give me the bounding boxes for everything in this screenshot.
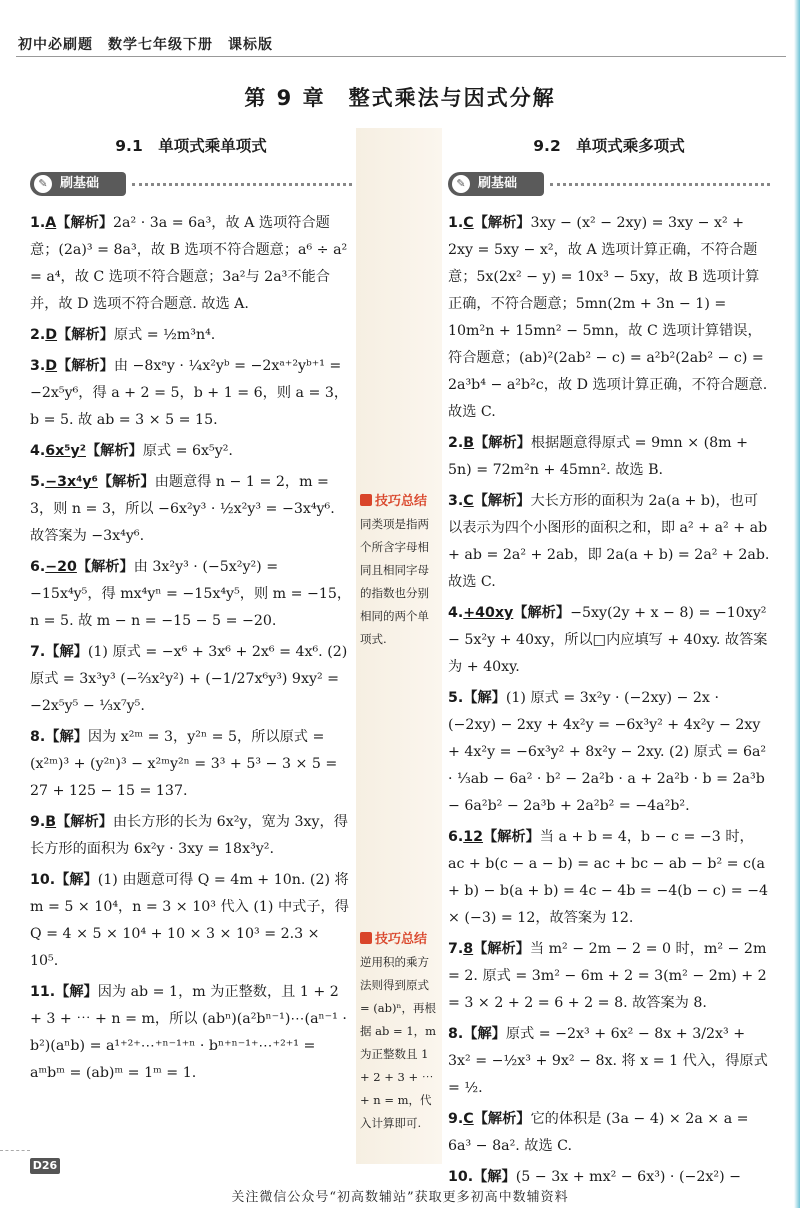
item-text: 因为 ab = 1，m 为正整数，且 1 + 2 + 3 + ⋯ + n = m，所以 (abⁿ)(a²bⁿ⁻¹)⋯(aⁿ⁻¹ · b²)(aⁿb) = a¹⁺²⁺⋯⁺ⁿ⁻¹⁺ⁿ · bⁿ⁺ⁿ⁻¹⁺⋯⁺²⁺¹ = aᵐbᵐ = (ab)ᵐ = 1ᵐ = 1. [30,984,347,1081]
badge-basic: ✎ 刷基础 [30,172,126,196]
item-tag: 【解析】 [473,215,531,231]
item-answer: −3x⁴y⁶ [45,474,98,490]
item-tag: 【解析】 [56,814,113,830]
item-number: 6. [448,829,464,845]
item-text: 它的体积是 (3a − 4) × 2a × a = 6a³ − 8a². 故选 C. [448,1111,749,1154]
answer-item [448,1106,770,1160]
item-text: −5xy(2y + x − 8) = −10xy² − 5x²y + 40xy，所以□内应填写 + 40xy. 故答案为 + 40xy. [448,605,768,675]
item-answer: C [463,493,474,509]
answer-item [30,322,352,349]
badge-row [30,172,352,200]
header-rule [16,56,786,57]
item-tag: 【解】 [45,644,88,660]
answer-item [30,724,352,805]
answer-item [448,210,770,426]
answer-item [30,469,352,550]
right-column [448,134,770,1195]
tip-text: 同类项是指两个所含字母相同且相同字母的指数也分别相同的两个单项式. [360,517,429,646]
page-edge [794,0,800,1208]
item-number: 2. [448,435,464,451]
item-text: 由 3x²y³ · (−5x²y²) = −15x⁴y⁵，得 mx⁴yⁿ = −15x⁴y⁵，则 m = −15，n = 5. 故 m − n = −15 − 5 = −20. [30,559,352,629]
item-tag: 【解析】 [474,435,531,451]
item-text: (5 − 3x + mx² − 6x³) · (−2x²) − [515,1169,742,1185]
item-text: 根据题意得原式 = 9mn × (8m + 5n) = 72m²n + 45mn². 故选 B. [448,435,749,478]
item-text: 由 −8xᵃy · ¼x²yᵇ = −2xᵃ⁺²yᵇ⁺¹ = −2x⁵y⁶，得 a + 2 = 5，b + 1 = 6，则 a = 3，b = 5. 故 ab = 3 × 5 = 15. [30,358,349,428]
item-number: 9. [448,1111,464,1127]
item-tag: 【解析】 [513,605,571,621]
item-tag: 【解析】 [473,493,531,509]
item-number: 9. [30,814,46,830]
answer-item [448,600,770,681]
item-answer: −20 [45,559,77,575]
tip-icon [360,494,372,506]
item-number: 10. [448,1169,474,1185]
item-answer: A [45,215,57,231]
answer-item [30,554,352,635]
answer-item [30,353,352,434]
item-number: 2. [30,327,46,343]
answer-item [30,639,352,720]
badge-row [448,172,770,200]
item-tag: 【解】 [463,1026,506,1042]
item-text: 原式 = −2x³ + 6x² − 8x + 3/2x³ + 3x² = −½x³ + 9x² − 8x. 将 x = 1 代入，得原式 = ½. [448,1026,768,1096]
item-tag: 【解析】 [57,327,114,343]
answer-item [448,685,770,820]
item-answer: D [45,358,58,374]
tip-box-2 [360,928,440,1135]
item-text: 由长方形的长为 6x²y，宽为 3xy，得长方形的面积为 6x²y · 3xy = 18x³y². [30,814,348,857]
item-tag: 【解析】 [56,215,114,231]
item-number: 5. [30,474,46,490]
answer-item [448,824,770,932]
answer-list-right [448,210,770,1191]
item-tag: 【解】 [55,872,98,888]
footer-note: 关注微信公众号“初高数辅站”获取更多初高中数辅资料 [231,1190,569,1205]
item-number: 4. [30,443,46,459]
item-number: 5. [448,690,464,706]
item-tag: 【解】 [45,729,88,745]
item-number: 4. [448,605,464,621]
item-answer: +40xy [463,605,514,621]
item-text: 原式 = ½m³n⁴. [113,327,216,343]
item-tag: 【解析】 [473,941,530,957]
item-answer: C [463,215,474,231]
answer-list-left [30,210,352,1087]
running-header: 初中必刷题 数学七年级下册 课标版 [18,37,273,53]
item-tag: 【解析】 [97,474,155,490]
item-text: 大长方形的面积为 2a(a + b)，也可以表示为四个小图形的面积之和，即 a² + a² + ab + ab = 2a² + 2ab，即 2a(a + b) = 2a² + 2ab. 故选 C. [448,493,770,590]
answer-item [30,867,352,975]
item-number: 8. [30,729,46,745]
item-number: 1. [30,215,46,231]
item-text: 当 a + b = 4，b − c = −3 时，ac + b(c − a − b) = ac + bc − ab − b² = c(a + b) − b(a + b) = 4c − 4b = −4(b − c) = −4 × (−3) = 12，故答案为 12. [448,829,769,926]
tip-title: 技巧总结 [360,928,440,951]
item-text: 由题意得 n − 1 = 2，m = 3，则 n = 3，所以 −6x²y³ · ½x²y³ = −3x⁴y⁶. 故答案为 −3x⁴y⁶. [30,474,335,544]
tip-icon [360,932,372,944]
item-tag: 【解析】 [473,1111,531,1127]
item-number: 10. [30,872,56,888]
brush-icon: ✎ [34,175,52,193]
dotted-divider [132,183,352,186]
item-number: 3. [30,358,46,374]
answer-item [448,1021,770,1102]
tip-title: 技巧总结 [360,490,440,513]
item-answer: 8 [463,941,474,957]
item-tag: 【解析】 [483,829,540,845]
item-number: 6. [30,559,46,575]
item-answer: 12 [463,829,484,845]
item-number: 7. [30,644,46,660]
tip-text: 逆用积的乘方法则得到原式 = (ab)ⁿ，再根据 ab = 1，m 为正整数且 1 + 2 + 3 + ⋯ + n = m，代入计算即可. [360,955,437,1130]
item-text: 原式 = 6x⁵y². [142,443,233,459]
dotted-divider [550,183,770,186]
answer-item [30,210,352,318]
item-tag: 【解】 [463,690,506,706]
badge-basic: ✎ 刷基础 [448,172,544,196]
item-text: 2a² · 3a = 6a³，故 A 选项符合题意；(2a)³ = 8a³，故 B 选项不符合题意；a⁶ ÷ a² = a⁴，故 C 选项不符合题意；3a²与 2a³不能合并，故 D 选项不符合题意. 故选 A. [30,215,348,312]
item-tag: 【解】 [55,984,98,1000]
answer-item [30,979,352,1087]
item-number: 3. [448,493,464,509]
item-tag: 【解析】 [76,559,134,575]
brush-icon: ✎ [452,175,470,193]
item-number: 8. [448,1026,464,1042]
item-answer: B [463,435,475,451]
page-number: D26 [30,1158,60,1174]
chapter-title: 第 9 章 整式乘法与因式分解 [244,86,556,110]
item-number: 1. [448,215,464,231]
item-tag: 【解析】 [57,358,114,374]
item-answer: C [463,1111,474,1127]
tip-box-1 [360,490,440,651]
left-column [30,134,352,1091]
item-answer: D [45,327,58,343]
item-number: 7. [448,941,464,957]
answer-item [30,809,352,863]
item-number: 11. [30,984,56,1000]
item-tag: 【解析】 [85,443,143,459]
section-title-9-1: 9.1 单项式乘单项式 [115,137,267,155]
item-text: (1) 原式 = −x⁶ + 3x⁶ + 2x⁶ = 4x⁶. (2) 原式 = 3x³y³ (−⅔x²y²) + (−1/27x⁶y³) 9xy² = −2x⁵y⁵ − ⅓x⁷y⁵. [30,644,348,714]
answer-item [30,438,352,465]
item-tag: 【解】 [473,1169,516,1185]
answer-item [448,488,770,596]
item-text: (1) 原式 = 3x²y · (−2xy) − 2x · (−2xy) − 2xy + 4x²y = −6x³y² + 4x²y − 2xy + 4x²y = −6x³y² + 8x²y − 2xy. (2) 原式 = 6a² · ⅓ab − 6a² · b² − 2a²b · a + 2a²b · b = 2a³b − 6a²b² − 2a³b + 2a²b² = −4a²b². [448,690,767,814]
item-answer: B [45,814,57,830]
answer-item [448,936,770,1017]
item-text: 当 m² − 2m − 2 = 0 时，m² − 2m = 2. 原式 = 3m² − 6m + 2 = 3(m² − 2m) + 2 = 3 × 2 + 2 = 6 + 2 = 8. 故答案为 8. [448,941,767,1011]
item-text: 3xy − (x² − 2xy) = 3xy − x² + 2xy = 5xy − x²，故 A 选项计算正确，不符合题意；5x(2x² − y) = 10x³ − 5xy，故 B 选项计算正确，不符合题意；5mn(2m + 3n − 1) = 10m²n + 15mn² − 5mn，故 C 选项计算错误，符合题意；(ab)²(2ab² − c) = a²b²(2ab² − c) = 2a³b⁴ − a²b²c，故 D 选项计算正确，不符合题意. 故选 C. [448,215,768,420]
answer-item [448,430,770,484]
item-text: (1) 由题意可得 Q = 4m + 10n. (2) 将 m = 5 × 10⁴，n = 3 × 10³ 代入 (1) 中式子，得 Q = 4 × 5 × 10⁴ + 10 × 3 × 10³ = 2.3 × 10⁵. [30,872,349,969]
section-title-9-2: 9.2 单项式乘多项式 [533,137,685,155]
item-text: 因为 x²ᵐ = 3，y²ⁿ = 5，所以原式 = (x²ᵐ)³ + (y²ⁿ)³ − x²ᵐy²ⁿ = 3³ + 5³ − 3 × 5 = 27 + 125 − 15 = 137. [30,729,338,799]
item-answer: 6x⁵y² [45,443,86,459]
